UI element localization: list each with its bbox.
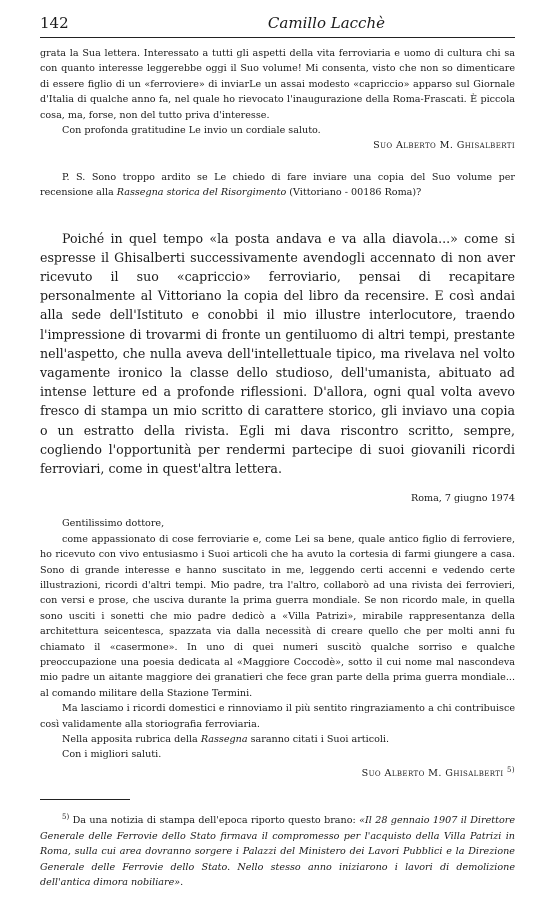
ps-text-end: (Vittoriano - 00186 Roma)? — [286, 187, 422, 199]
letter-2-signature-text: Suo Alberto M. Ghisalberti — [361, 767, 504, 779]
letter-1-paragraph: grata la Sua lettera. Interessato a tutti gli aspetti della vita ferroviaria e uomo di cultura chi sa con quanto interesse leggerebbe oggi il Suo volume! Mi consenta, visto che non so dimenticare di essere figlio di un «ferroviere» di inviarLe un assai modesto «capriccio» apparso sul Giornale d'Italia di qualche anno fa, nel quale ho rievocato l'inaugurazione della Roma-Frascati. È piccola cosa, ma, forse, non del tutto priva d'interesse. — [40, 48, 515, 121]
footnote-reference: 5) — [507, 765, 515, 774]
letter-2-signature — [40, 763, 515, 782]
ps-journal: Rassegna storica del Risorgimento — [116, 187, 287, 199]
page-number: 142 — [40, 14, 69, 32]
letter-2-closing: Con i migliori saluti. — [62, 749, 162, 761]
page — [40, 14, 515, 900]
letter-1-signature: Suo Alberto M. Ghisalberti — [373, 140, 515, 152]
ps-text: P. S. Sono troppo ardito se Le chiedo di fare inviare una copia del Suo volume per recensione alla — [40, 171, 515, 199]
p3-journal: Rassegna — [200, 733, 248, 745]
footnote — [40, 810, 515, 890]
p3-text: Nella apposita rubrica della — [62, 733, 201, 745]
letter-1 — [40, 46, 515, 201]
running-title: Camillo Lacchè — [267, 14, 385, 32]
letter-2-paragraph-3 — [40, 732, 515, 747]
letter-2-salutation: Gentilissimo dottore, — [62, 518, 165, 530]
header-rule — [40, 37, 515, 38]
p3-text-end: saranno citati i Suoi articoli. — [247, 733, 390, 745]
letter-2 — [40, 491, 515, 782]
footnote-quote: «Il 28 gennaio 1907 il Direttore Generale delle Ferrovie dello Stato firmava il compromesso per l'acquisto della Villa Patrizi in Roma, sulla cui area dovranno sorgere i Palazzi del Ministero dei Lavori Pubblici e la Direzione Generale delle Ferrovie dello Stato. Nello stesso anno iniziarono i lavori di demolizione dell'antica dimora nobiliare». — [40, 815, 515, 889]
page-header — [40, 14, 515, 34]
footnote-marker: 5) — [62, 813, 70, 822]
postscript — [40, 170, 515, 201]
letter-2-paragraph-2: Ma lasciamo i ricordi domestici e rinnoviamo il più sentito ringraziamento a chi contribuisce così validamente alla storiografia ferroviaria. — [40, 703, 515, 730]
letter-1-closing: Con profonda gratitudine Le invio un cordiale saluto. — [62, 125, 321, 137]
footnote-text: Da una notizia di stampa dell'epoca riporto questo brano: — [69, 815, 360, 827]
main-paragraph: Poiché in quel tempo «la posta andava e va alla diavola...» come si espresse il Ghisalberti successivamente avendogli accennato di non aver ricevuto il suo «capriccio» ferroviario, pensai di recapitare personalmente al Vittoriano la copia del libro da recensire. E così andai alla sede dell'Istituto e conobbi il mio illustre interlocutore, traendo l'impressione di trovarmi di fronte un gentiluomo di altri tempi, prestante nell'aspetto, che nulla aveva dell'intellettuale tipico, ma rivelava nel volto vagamente ironico la classe dello studioso, dell'umanista, abituato ad intense letture ed a profonde riflessioni. D'allora, ogni qual volta avevo fresco di stampa un mio scritto di carattere storico, gli inviavo una copia o un estratto della rivista. Egli mi dava riscontro scritto, sempre, cogliendo l'opportunità per rendermi partecipe di suoi giovanili ricordi ferroviari, come in quest'altra lettera. — [40, 230, 515, 477]
footnote-rule — [40, 799, 130, 800]
letter-2-date: Roma, 7 giugno 1974 — [410, 492, 515, 504]
letter-2-paragraph-1: come appassionato di cose ferroviarie e, come Lei sa bene, quale antico figlio di ferroviere, ho ricevuto con vivo entusiasmo i Suoi articoli che ha avuto la cortesia di farmi giungere a casa. Sono di grande interesse e hanno suscitato in me, leggendo certi accenni e vedendo certe illustrazioni, ricordi d'altri tempi. Mio padre, tra l'altro, collaborò ad una rivista dei ferrovieri, con versi e prose, che usciva durante la prima guerra mondiale. Se non ricordo male, in quella sono usciti i sonetti che mio padre dedicò a «Villa Patrizi», mirabile rappresentanza della architettura seicentesca, spazzata via dalla necessità di creare quello che per molti anni fu chiamato il «casermone». In uno di quei numeri suscitò qualche sorriso e qualche preoccupazione una poesia dedicata al «Maggiore Coccodè», sotto il cui nome mal nascondeva mio padre un aitante maggiore dei granatieri che fece gran parte della prima guerra mondiale... al comando militare della Stazione Termini. — [40, 533, 515, 699]
